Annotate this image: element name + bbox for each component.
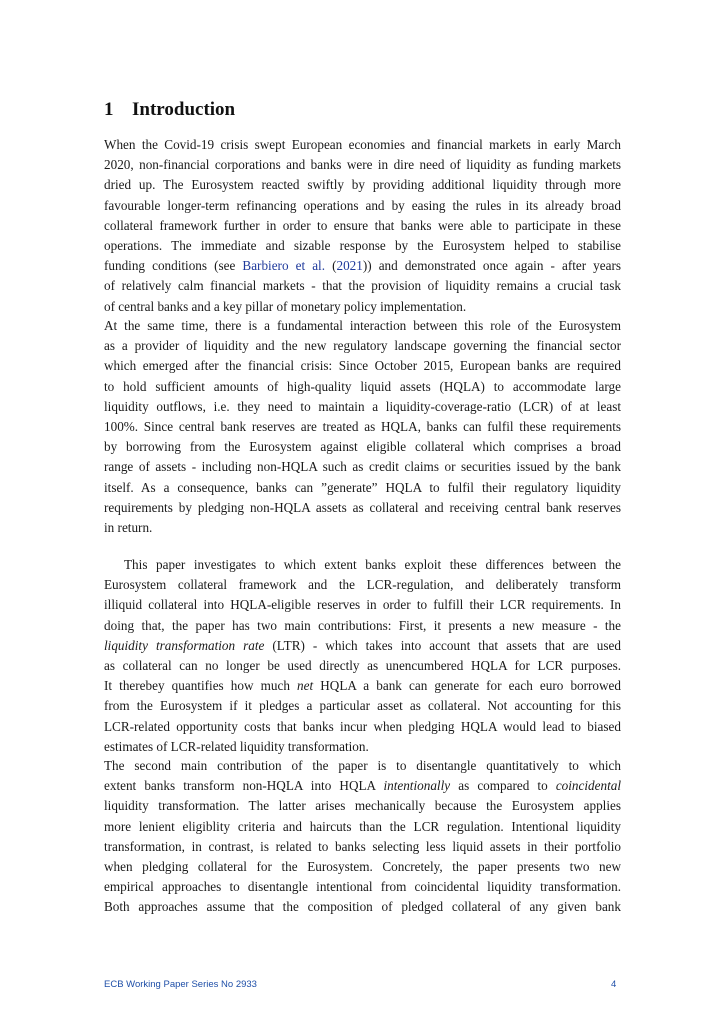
- paragraph-line: in return.: [104, 519, 153, 535]
- paragraph-line: empirical approaches to disentangle intentional from coincidental liquidity transformation.: [104, 879, 621, 895]
- line-text: )) and demonstrated once again - after years: [362, 258, 621, 274]
- paragraph-line: more lenient eligiblity criteria and haircuts than the LCR regulation. Intentional liquidity: [104, 818, 621, 834]
- paragraph-line: range of assets - including non-HQLA such as credit claims or securities issued by the bank: [104, 459, 621, 475]
- paragraph-line-with-term: [104, 636, 621, 656]
- footer-page-number: 4: [611, 979, 617, 990]
- paragraph-line: itself. As a consequence, banks can ”generate” HQLA to fulfil their regulatory liquidity: [104, 479, 621, 495]
- section-number: 1: [104, 99, 114, 120]
- paragraph-1: [104, 135, 621, 317]
- line-text: (: [325, 258, 337, 274]
- line-text: funding conditions (see: [104, 258, 243, 274]
- line-text: It therebey quantifies how much: [104, 678, 298, 694]
- footer-series-title: ECB Working Paper Series No 2933: [104, 979, 257, 990]
- paragraph-line: illiquid collateral into HQLA-eligible reserves in order to fulfill their LCR requirements. In: [104, 597, 621, 613]
- paragraph-line-with-emphasis: [104, 776, 621, 796]
- paragraph-3: [104, 555, 621, 757]
- paragraph-line: At the same time, there is a fundamental interaction between this role of the Eurosystem: [104, 318, 621, 333]
- paragraph-line: 100%. Since central bank reserves are treated as HQLA, banks can fulfil these requirements: [104, 418, 621, 434]
- citation-year-link[interactable]: 2021: [336, 258, 363, 274]
- paragraph-line-with-citation: [104, 256, 621, 276]
- line-text: (LTR) - which takes into account that assets that are used: [264, 637, 621, 653]
- paragraph-line: Eurosystem collateral framework and the LCR-regulation, and deliberately transform: [104, 577, 621, 593]
- paragraph-line: Both approaches assume that the composition of pledged collateral of any given bank: [104, 899, 621, 915]
- paragraph-line: doing that, the paper has two main contributions: First, it presents a new measure - the: [104, 617, 621, 633]
- line-text: extent banks transform non-HQLA into HQLA: [104, 778, 384, 794]
- paragraph-line: favourable longer-term refinancing operations and by easing the rules in its already broad: [104, 197, 621, 213]
- paragraph-line: liquidity outflows, i.e. they need to maintain a liquidity-coverage-ratio (LCR) of at least: [104, 398, 621, 414]
- paragraph-line: operations. The immediate and sizable response by the Eurosystem helped to stabilise: [104, 237, 621, 253]
- paragraph-line: by borrowing from the Eurosystem against eligible collateral which comprises a broad: [104, 439, 621, 455]
- paragraph-line: This paper investigates to which extent banks exploit these differences between the: [124, 557, 621, 572]
- paragraph-line: as a provider of liquidity and the new regulatory landscape governing the financial sector: [104, 338, 621, 354]
- paragraph-line: of relatively calm financial markets - that the provision of liquidity remains a crucial task: [104, 278, 621, 294]
- paragraph-2: [104, 316, 621, 538]
- paragraph-line: 2020, non-financial corporations and banks were in dire need of liquidity as funding markets: [104, 157, 621, 173]
- paragraph-line: from the Eurosystem if it pledges a particular asset as collateral. Not accounting for this: [104, 698, 621, 714]
- italic-term: coincidental: [555, 778, 621, 794]
- line-text: HQLA a bank can generate for each euro borrowed: [313, 678, 621, 694]
- italic-term: liquidity transformation rate: [104, 637, 265, 653]
- paragraph-line: The second main contribution of the paper is to disentangle quantitatively to which: [104, 758, 621, 773]
- italic-term: intentionally: [383, 778, 451, 794]
- paragraph-line: requirements by pledging non-HQLA assets as collateral and receiving central bank reserves: [104, 499, 621, 515]
- paragraph-line-with-emphasis: [104, 676, 621, 696]
- paragraph-line: collateral framework further in order to ensure that banks were able to participate in these: [104, 217, 621, 233]
- paragraph-line: When the Covid-19 crisis swept European economies and financial markets in early March: [104, 137, 621, 152]
- paragraph-line: LCR-related opportunity costs that banks incur when pledging HQLA would lead to biased: [104, 718, 621, 734]
- paragraph-line: transformation, in contrast, is related to banks selecting less liquid assets in their portfolio: [104, 838, 621, 854]
- paragraph-line: as collateral can no longer be used directly as unencumbered HQLA for LCR purposes.: [104, 657, 621, 673]
- section-title: Introduction: [132, 99, 236, 120]
- paragraph-line: of central banks and a key pillar of monetary policy implementation.: [104, 298, 467, 314]
- paragraph-line: which emerged after the financial crisis: Since October 2015, European banks are required: [104, 358, 621, 374]
- paragraph-line: to hold sufficient amounts of high-quality liquid assets (HQLA) to accommodate large: [104, 378, 621, 394]
- citation-author-link[interactable]: Barbiero et al.: [242, 258, 326, 274]
- line-text: as compared to: [450, 778, 556, 794]
- paragraph-line: when pledging collateral for the Eurosystem. Concretely, the paper presents two new: [104, 858, 621, 874]
- paragraph-line: dried up. The Eurosystem reacted swiftly by providing additional liquidity through more: [104, 177, 621, 193]
- paragraph-line: liquidity transformation. The latter arises mechanically because the Eurosystem applies: [104, 798, 621, 814]
- paragraph-line: estimates of LCR-related liquidity transformation.: [104, 738, 369, 754]
- paragraph-4: [104, 756, 621, 918]
- italic-term: net: [297, 678, 314, 694]
- section-heading: [104, 99, 235, 121]
